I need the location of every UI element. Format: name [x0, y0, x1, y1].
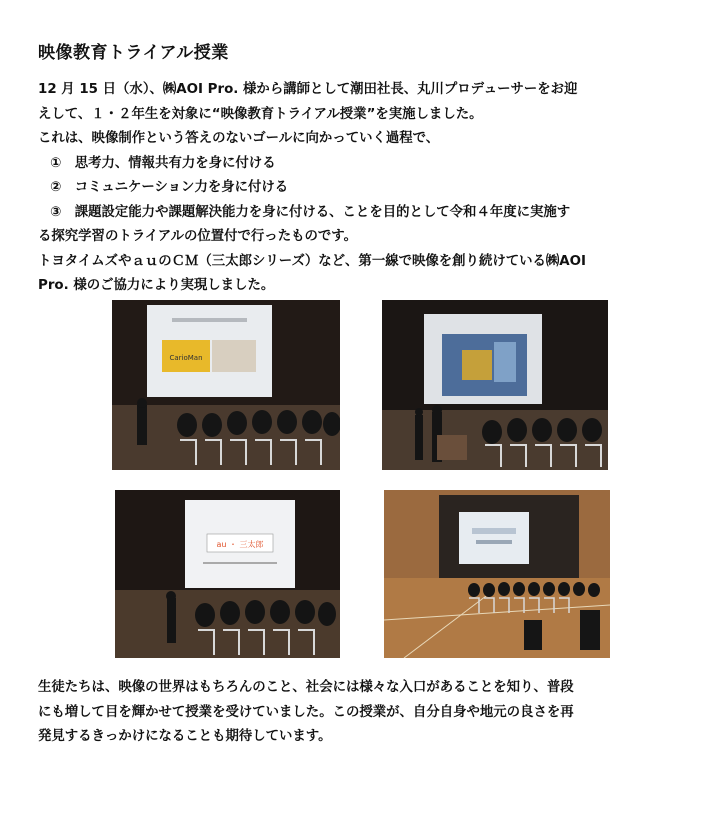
goal-item-1: ① 思考力、情報共有力を身に付ける — [50, 155, 276, 171]
photo-au-slide — [115, 490, 340, 658]
intro-line: 12 月 15 日（水）、㈱AOI Pro. 様から講師として潮田社長、丸川プロデューサーをお迎 — [38, 82, 578, 97]
body-line: トヨタイムズやａｕのＣＭ（三太郎シリーズ）など、第一線で映像を創り続けている㈱AOI — [38, 253, 587, 269]
photo-gym-wide — [384, 490, 610, 658]
intro-text — [38, 78, 688, 299]
intro-line: えして、１・２年生を対象に“映像教育トライアル授業”を実施しました。 — [38, 106, 483, 122]
closing-line: にも増して目を輝かせて授業を受けていました。この授業が、自分自身や地元の良さを再 — [38, 704, 574, 720]
intro-line: これは、映像制作という答えのないゴールに向かっていく過程で、 — [38, 131, 440, 146]
body-line: る探究学習のトライアルの位置付で行ったものです。 — [38, 229, 357, 244]
body-line: Pro. 様のご協力により実現しました。 — [38, 278, 275, 293]
page-title: 映像教育トライアル授業 — [38, 43, 229, 63]
goal-item-2: ② コミュニケーション力を身に付ける — [50, 180, 289, 195]
closing-line: 生徒たちは、映像の世界はもちろんのこと、社会には様々な入口があることを知り、普段 — [38, 680, 574, 695]
photo-screen-text: au ・ 三太郎 — [216, 540, 264, 549]
goal-item-3: ③ 課題設定能力や課題解決能力を身に付ける、ことを目的として令和４年度に実施す — [50, 204, 571, 220]
photo-screen-text: CarioMan — [169, 354, 203, 362]
photo-lecture-slide — [112, 300, 340, 470]
closing-text — [38, 676, 688, 750]
photo-lecture-video — [382, 300, 608, 470]
closing-line: 発見するきっかけになることも期待しています。 — [38, 729, 332, 744]
